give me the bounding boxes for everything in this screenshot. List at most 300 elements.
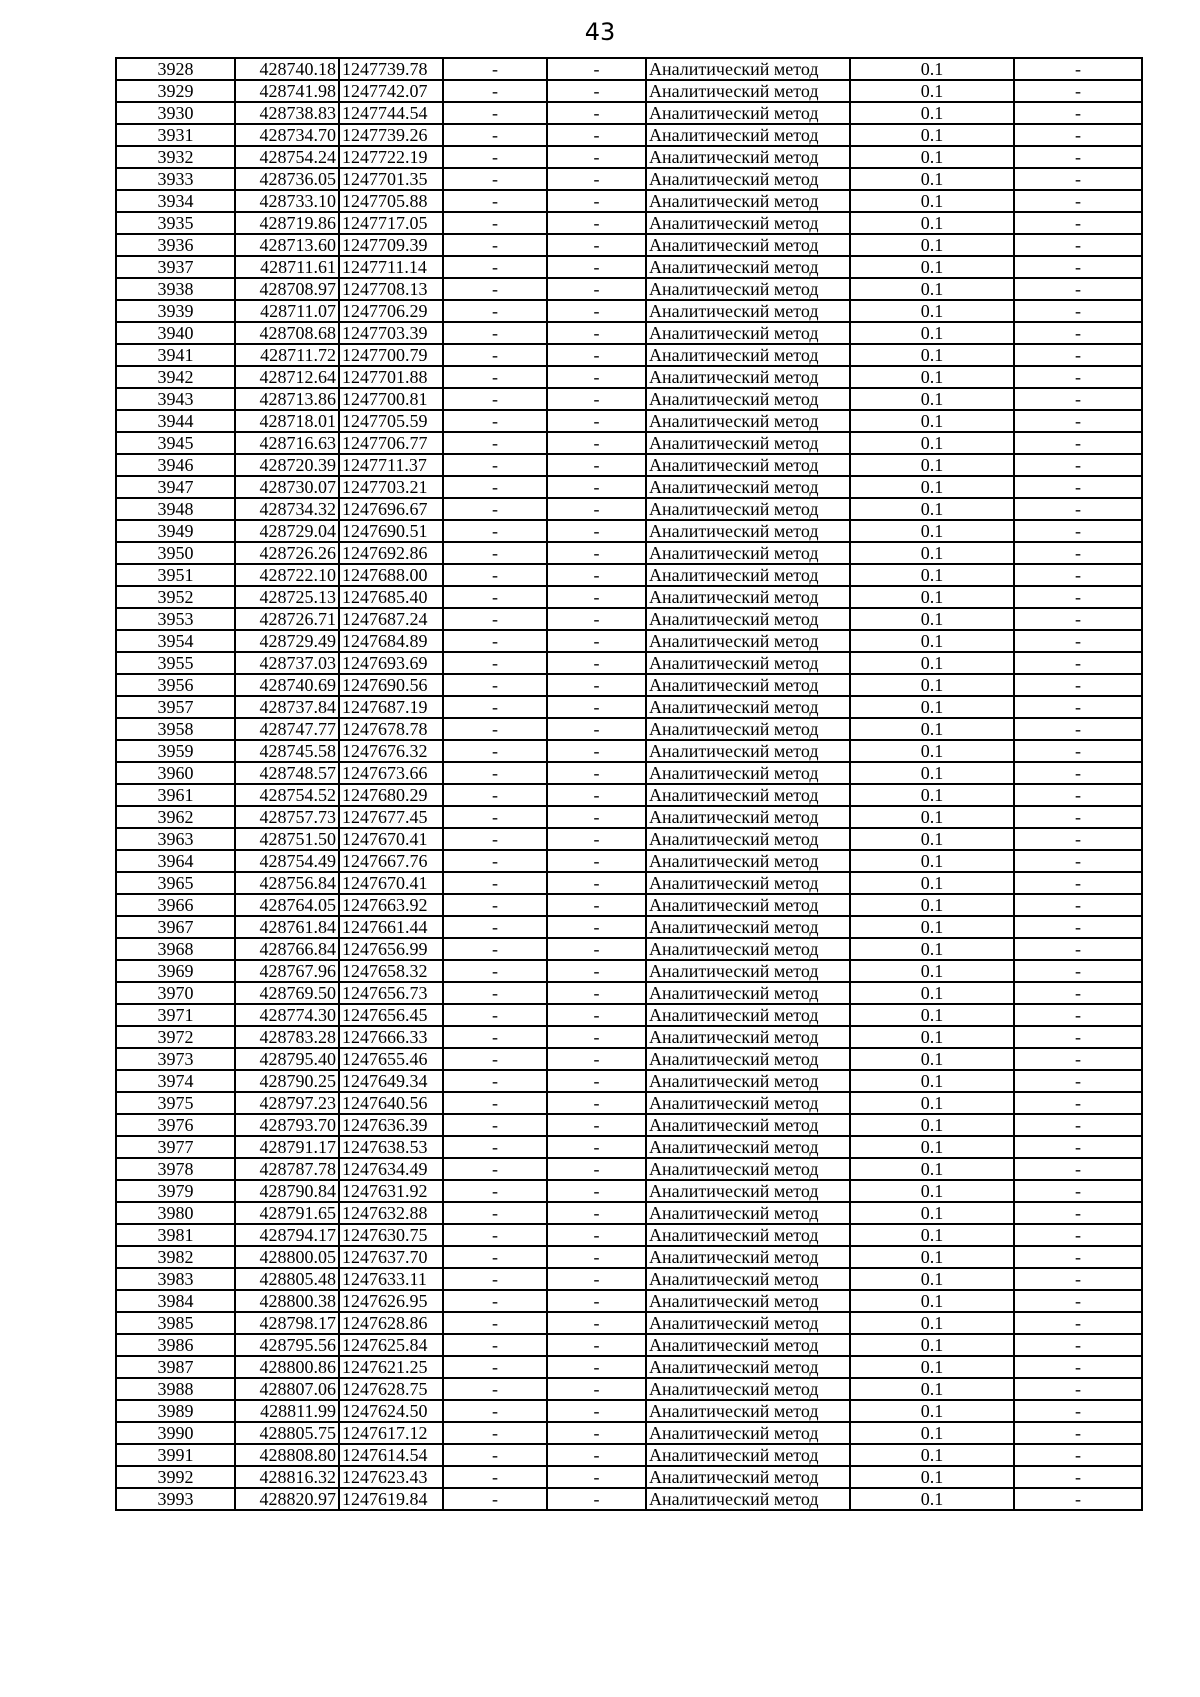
- y-coordinate-cell: 1247631.92: [339, 1180, 443, 1202]
- x-coordinate-cell: 428712.64: [235, 366, 339, 388]
- empty-value-cell: -: [1014, 1290, 1142, 1312]
- method-cell: Аналитический метод: [646, 1246, 850, 1268]
- method-cell: Аналитический метод: [646, 1202, 850, 1224]
- accuracy-cell: 0.1: [850, 498, 1014, 520]
- empty-value-cell: -: [1014, 828, 1142, 850]
- empty-value-cell: -: [443, 850, 547, 872]
- y-coordinate-cell: 1247655.46: [339, 1048, 443, 1070]
- y-coordinate-cell: 1247687.19: [339, 696, 443, 718]
- table-row: [116, 982, 1142, 1004]
- point-number-cell: 3952: [116, 586, 235, 608]
- method-cell: Аналитический метод: [646, 894, 850, 916]
- empty-value-cell: -: [1014, 344, 1142, 366]
- x-coordinate-cell: 428756.84: [235, 872, 339, 894]
- empty-value-cell: -: [443, 1224, 547, 1246]
- x-coordinate-cell: 428805.48: [235, 1268, 339, 1290]
- empty-value-cell: -: [547, 982, 646, 1004]
- empty-value-cell: -: [547, 300, 646, 322]
- accuracy-cell: 0.1: [850, 608, 1014, 630]
- empty-value-cell: -: [547, 1004, 646, 1026]
- table-row: [116, 300, 1142, 322]
- empty-value-cell: -: [547, 894, 646, 916]
- empty-value-cell: -: [443, 498, 547, 520]
- y-coordinate-cell: 1247684.89: [339, 630, 443, 652]
- x-coordinate-cell: 428708.68: [235, 322, 339, 344]
- method-cell: Аналитический метод: [646, 124, 850, 146]
- empty-value-cell: -: [547, 146, 646, 168]
- point-number-cell: 3949: [116, 520, 235, 542]
- point-number-cell: 3945: [116, 432, 235, 454]
- empty-value-cell: -: [547, 124, 646, 146]
- accuracy-cell: 0.1: [850, 894, 1014, 916]
- table-row: [116, 1092, 1142, 1114]
- empty-value-cell: -: [443, 784, 547, 806]
- table-row: [116, 1290, 1142, 1312]
- empty-value-cell: -: [1014, 322, 1142, 344]
- method-cell: Аналитический метод: [646, 520, 850, 542]
- point-number-cell: 3984: [116, 1290, 235, 1312]
- empty-value-cell: -: [443, 300, 547, 322]
- empty-value-cell: -: [1014, 916, 1142, 938]
- empty-value-cell: -: [547, 1378, 646, 1400]
- empty-value-cell: -: [443, 740, 547, 762]
- x-coordinate-cell: 428800.38: [235, 1290, 339, 1312]
- point-number-cell: 3937: [116, 256, 235, 278]
- accuracy-cell: 0.1: [850, 168, 1014, 190]
- x-coordinate-cell: 428729.49: [235, 630, 339, 652]
- accuracy-cell: 0.1: [850, 740, 1014, 762]
- table-row: [116, 1202, 1142, 1224]
- y-coordinate-cell: 1247628.75: [339, 1378, 443, 1400]
- x-coordinate-cell: 428774.30: [235, 1004, 339, 1026]
- empty-value-cell: -: [1014, 806, 1142, 828]
- x-coordinate-cell: 428794.17: [235, 1224, 339, 1246]
- empty-value-cell: -: [547, 696, 646, 718]
- method-cell: Аналитический метод: [646, 388, 850, 410]
- point-number-cell: 3934: [116, 190, 235, 212]
- accuracy-cell: 0.1: [850, 212, 1014, 234]
- point-number-cell: 3935: [116, 212, 235, 234]
- x-coordinate-cell: 428808.80: [235, 1444, 339, 1466]
- empty-value-cell: -: [1014, 1268, 1142, 1290]
- point-number-cell: 3960: [116, 762, 235, 784]
- table-row: [116, 124, 1142, 146]
- empty-value-cell: -: [1014, 234, 1142, 256]
- x-coordinate-cell: 428800.05: [235, 1246, 339, 1268]
- empty-value-cell: -: [547, 1422, 646, 1444]
- empty-value-cell: -: [547, 762, 646, 784]
- accuracy-cell: 0.1: [850, 1136, 1014, 1158]
- y-coordinate-cell: 1247739.78: [339, 58, 443, 80]
- method-cell: Аналитический метод: [646, 1378, 850, 1400]
- empty-value-cell: -: [1014, 498, 1142, 520]
- table-row: [116, 960, 1142, 982]
- x-coordinate-cell: 428795.40: [235, 1048, 339, 1070]
- page-number: 43: [584, 18, 616, 46]
- y-coordinate-cell: 1247696.67: [339, 498, 443, 520]
- accuracy-cell: 0.1: [850, 344, 1014, 366]
- method-cell: Аналитический метод: [646, 454, 850, 476]
- point-number-cell: 3982: [116, 1246, 235, 1268]
- empty-value-cell: -: [547, 1444, 646, 1466]
- empty-value-cell: -: [443, 806, 547, 828]
- table-row: [116, 586, 1142, 608]
- empty-value-cell: -: [1014, 168, 1142, 190]
- accuracy-cell: 0.1: [850, 542, 1014, 564]
- x-coordinate-cell: 428719.86: [235, 212, 339, 234]
- empty-value-cell: -: [547, 850, 646, 872]
- y-coordinate-cell: 1247711.14: [339, 256, 443, 278]
- x-coordinate-cell: 428730.07: [235, 476, 339, 498]
- empty-value-cell: -: [443, 1444, 547, 1466]
- x-coordinate-cell: 428747.77: [235, 718, 339, 740]
- table-row: [116, 850, 1142, 872]
- table-row: [116, 278, 1142, 300]
- empty-value-cell: -: [547, 916, 646, 938]
- x-coordinate-cell: 428790.25: [235, 1070, 339, 1092]
- table-body: [116, 58, 1142, 1510]
- table-row: [116, 1026, 1142, 1048]
- empty-value-cell: -: [1014, 1202, 1142, 1224]
- y-coordinate-cell: 1247690.56: [339, 674, 443, 696]
- x-coordinate-cell: 428736.05: [235, 168, 339, 190]
- point-number-cell: 3987: [116, 1356, 235, 1378]
- y-coordinate-cell: 1247705.88: [339, 190, 443, 212]
- method-cell: Аналитический метод: [646, 476, 850, 498]
- y-coordinate-cell: 1247744.54: [339, 102, 443, 124]
- table-row: [116, 410, 1142, 432]
- method-cell: Аналитический метод: [646, 1158, 850, 1180]
- empty-value-cell: -: [1014, 1312, 1142, 1334]
- empty-value-cell: -: [443, 1026, 547, 1048]
- accuracy-cell: 0.1: [850, 1180, 1014, 1202]
- empty-value-cell: -: [1014, 58, 1142, 80]
- point-number-cell: 3948: [116, 498, 235, 520]
- empty-value-cell: -: [443, 630, 547, 652]
- point-number-cell: 3981: [116, 1224, 235, 1246]
- table-row: [116, 608, 1142, 630]
- x-coordinate-cell: 428754.49: [235, 850, 339, 872]
- empty-value-cell: -: [1014, 564, 1142, 586]
- accuracy-cell: 0.1: [850, 80, 1014, 102]
- method-cell: Аналитический метод: [646, 1422, 850, 1444]
- empty-value-cell: -: [547, 168, 646, 190]
- method-cell: Аналитический метод: [646, 828, 850, 850]
- y-coordinate-cell: 1247658.32: [339, 960, 443, 982]
- empty-value-cell: -: [443, 168, 547, 190]
- y-coordinate-cell: 1247621.25: [339, 1356, 443, 1378]
- point-number-cell: 3988: [116, 1378, 235, 1400]
- y-coordinate-cell: 1247661.44: [339, 916, 443, 938]
- method-cell: Аналитический метод: [646, 168, 850, 190]
- empty-value-cell: -: [547, 212, 646, 234]
- accuracy-cell: 0.1: [850, 784, 1014, 806]
- empty-value-cell: -: [1014, 102, 1142, 124]
- empty-value-cell: -: [547, 542, 646, 564]
- empty-value-cell: -: [443, 652, 547, 674]
- accuracy-cell: 0.1: [850, 762, 1014, 784]
- point-number-cell: 3953: [116, 608, 235, 630]
- empty-value-cell: -: [547, 498, 646, 520]
- empty-value-cell: -: [443, 432, 547, 454]
- empty-value-cell: -: [443, 1378, 547, 1400]
- point-number-cell: 3956: [116, 674, 235, 696]
- empty-value-cell: -: [443, 1466, 547, 1488]
- empty-value-cell: -: [443, 80, 547, 102]
- x-coordinate-cell: 428767.96: [235, 960, 339, 982]
- accuracy-cell: 0.1: [850, 696, 1014, 718]
- x-coordinate-cell: 428811.99: [235, 1400, 339, 1422]
- accuracy-cell: 0.1: [850, 564, 1014, 586]
- empty-value-cell: -: [1014, 586, 1142, 608]
- empty-value-cell: -: [547, 1356, 646, 1378]
- method-cell: Аналитический метод: [646, 762, 850, 784]
- table-row: [116, 256, 1142, 278]
- table-row: [116, 322, 1142, 344]
- y-coordinate-cell: 1247685.40: [339, 586, 443, 608]
- method-cell: Аналитический метод: [646, 740, 850, 762]
- empty-value-cell: -: [1014, 1378, 1142, 1400]
- empty-value-cell: -: [1014, 520, 1142, 542]
- empty-value-cell: -: [547, 80, 646, 102]
- accuracy-cell: 0.1: [850, 586, 1014, 608]
- empty-value-cell: -: [547, 344, 646, 366]
- method-cell: Аналитический метод: [646, 212, 850, 234]
- table-row: [116, 168, 1142, 190]
- table-row: [116, 102, 1142, 124]
- y-coordinate-cell: 1247739.26: [339, 124, 443, 146]
- x-coordinate-cell: 428740.18: [235, 58, 339, 80]
- x-coordinate-cell: 428722.10: [235, 564, 339, 586]
- empty-value-cell: -: [443, 1114, 547, 1136]
- x-coordinate-cell: 428748.57: [235, 762, 339, 784]
- empty-value-cell: -: [1014, 366, 1142, 388]
- accuracy-cell: 0.1: [850, 1422, 1014, 1444]
- point-number-cell: 3966: [116, 894, 235, 916]
- accuracy-cell: 0.1: [850, 1444, 1014, 1466]
- empty-value-cell: -: [547, 1400, 646, 1422]
- empty-value-cell: -: [443, 366, 547, 388]
- y-coordinate-cell: 1247624.50: [339, 1400, 443, 1422]
- empty-value-cell: -: [1014, 1004, 1142, 1026]
- method-cell: Аналитический метод: [646, 1400, 850, 1422]
- y-coordinate-cell: 1247680.29: [339, 784, 443, 806]
- point-number-cell: 3977: [116, 1136, 235, 1158]
- point-number-cell: 3962: [116, 806, 235, 828]
- empty-value-cell: -: [443, 916, 547, 938]
- accuracy-cell: 0.1: [850, 1290, 1014, 1312]
- accuracy-cell: 0.1: [850, 1026, 1014, 1048]
- accuracy-cell: 0.1: [850, 388, 1014, 410]
- empty-value-cell: -: [443, 1400, 547, 1422]
- empty-value-cell: -: [547, 1466, 646, 1488]
- empty-value-cell: -: [547, 1092, 646, 1114]
- accuracy-cell: 0.1: [850, 1312, 1014, 1334]
- x-coordinate-cell: 428737.84: [235, 696, 339, 718]
- empty-value-cell: -: [443, 718, 547, 740]
- y-coordinate-cell: 1247656.45: [339, 1004, 443, 1026]
- x-coordinate-cell: 428766.84: [235, 938, 339, 960]
- method-cell: Аналитический метод: [646, 300, 850, 322]
- empty-value-cell: -: [443, 1246, 547, 1268]
- method-cell: Аналитический метод: [646, 674, 850, 696]
- table-row: [116, 366, 1142, 388]
- y-coordinate-cell: 1247673.66: [339, 762, 443, 784]
- accuracy-cell: 0.1: [850, 1202, 1014, 1224]
- table-row: [116, 1400, 1142, 1422]
- empty-value-cell: -: [547, 718, 646, 740]
- empty-value-cell: -: [443, 1004, 547, 1026]
- table-row: [116, 1444, 1142, 1466]
- empty-value-cell: -: [1014, 124, 1142, 146]
- accuracy-cell: 0.1: [850, 652, 1014, 674]
- point-number-cell: 3985: [116, 1312, 235, 1334]
- method-cell: Аналитический метод: [646, 1004, 850, 1026]
- empty-value-cell: -: [1014, 1136, 1142, 1158]
- empty-value-cell: -: [547, 784, 646, 806]
- method-cell: Аналитический метод: [646, 1334, 850, 1356]
- empty-value-cell: -: [1014, 476, 1142, 498]
- empty-value-cell: -: [443, 542, 547, 564]
- empty-value-cell: -: [547, 1224, 646, 1246]
- empty-value-cell: -: [547, 1488, 646, 1510]
- empty-value-cell: -: [1014, 652, 1142, 674]
- empty-value-cell: -: [443, 344, 547, 366]
- empty-value-cell: -: [1014, 256, 1142, 278]
- empty-value-cell: -: [1014, 630, 1142, 652]
- point-number-cell: 3963: [116, 828, 235, 850]
- empty-value-cell: -: [443, 1334, 547, 1356]
- coordinates-table: [115, 57, 1143, 1511]
- empty-value-cell: -: [443, 1158, 547, 1180]
- empty-value-cell: -: [1014, 1444, 1142, 1466]
- point-number-cell: 3989: [116, 1400, 235, 1422]
- x-coordinate-cell: 428708.97: [235, 278, 339, 300]
- table-row: [116, 938, 1142, 960]
- point-number-cell: 3929: [116, 80, 235, 102]
- x-coordinate-cell: 428790.84: [235, 1180, 339, 1202]
- empty-value-cell: -: [1014, 1488, 1142, 1510]
- accuracy-cell: 0.1: [850, 982, 1014, 1004]
- y-coordinate-cell: 1247623.43: [339, 1466, 443, 1488]
- point-number-cell: 3958: [116, 718, 235, 740]
- method-cell: Аналитический метод: [646, 1048, 850, 1070]
- table-row: [116, 80, 1142, 102]
- empty-value-cell: -: [547, 1334, 646, 1356]
- method-cell: Аналитический метод: [646, 1444, 850, 1466]
- accuracy-cell: 0.1: [850, 476, 1014, 498]
- x-coordinate-cell: 428751.50: [235, 828, 339, 850]
- x-coordinate-cell: 428800.86: [235, 1356, 339, 1378]
- empty-value-cell: -: [443, 1268, 547, 1290]
- y-coordinate-cell: 1247625.84: [339, 1334, 443, 1356]
- table-row: [116, 1268, 1142, 1290]
- x-coordinate-cell: 428738.83: [235, 102, 339, 124]
- empty-value-cell: -: [443, 1290, 547, 1312]
- accuracy-cell: 0.1: [850, 520, 1014, 542]
- point-number-cell: 3950: [116, 542, 235, 564]
- empty-value-cell: -: [1014, 454, 1142, 476]
- empty-value-cell: -: [443, 124, 547, 146]
- x-coordinate-cell: 428787.78: [235, 1158, 339, 1180]
- empty-value-cell: -: [547, 1312, 646, 1334]
- empty-value-cell: -: [443, 1312, 547, 1334]
- y-coordinate-cell: 1247634.49: [339, 1158, 443, 1180]
- empty-value-cell: -: [443, 696, 547, 718]
- table-row: [116, 1180, 1142, 1202]
- method-cell: Аналитический метод: [646, 234, 850, 256]
- x-coordinate-cell: 428713.60: [235, 234, 339, 256]
- empty-value-cell: -: [547, 1158, 646, 1180]
- point-number-cell: 3957: [116, 696, 235, 718]
- point-number-cell: 3955: [116, 652, 235, 674]
- table-row: [116, 564, 1142, 586]
- accuracy-cell: 0.1: [850, 1466, 1014, 1488]
- empty-value-cell: -: [443, 960, 547, 982]
- point-number-cell: 3954: [116, 630, 235, 652]
- accuracy-cell: 0.1: [850, 190, 1014, 212]
- x-coordinate-cell: 428793.70: [235, 1114, 339, 1136]
- accuracy-cell: 0.1: [850, 718, 1014, 740]
- y-coordinate-cell: 1247640.56: [339, 1092, 443, 1114]
- y-coordinate-cell: 1247706.29: [339, 300, 443, 322]
- point-number-cell: 3928: [116, 58, 235, 80]
- x-coordinate-cell: 428807.06: [235, 1378, 339, 1400]
- point-number-cell: 3967: [116, 916, 235, 938]
- point-number-cell: 3944: [116, 410, 235, 432]
- empty-value-cell: -: [547, 1026, 646, 1048]
- accuracy-cell: 0.1: [850, 454, 1014, 476]
- y-coordinate-cell: 1247706.77: [339, 432, 443, 454]
- empty-value-cell: -: [1014, 696, 1142, 718]
- empty-value-cell: -: [1014, 1246, 1142, 1268]
- empty-value-cell: -: [547, 234, 646, 256]
- empty-value-cell: -: [1014, 410, 1142, 432]
- method-cell: Аналитический метод: [646, 586, 850, 608]
- accuracy-cell: 0.1: [850, 1356, 1014, 1378]
- table-row: [116, 498, 1142, 520]
- empty-value-cell: -: [443, 410, 547, 432]
- empty-value-cell: -: [443, 872, 547, 894]
- empty-value-cell: -: [1014, 1224, 1142, 1246]
- empty-value-cell: -: [1014, 80, 1142, 102]
- x-coordinate-cell: 428718.01: [235, 410, 339, 432]
- point-number-cell: 3930: [116, 102, 235, 124]
- y-coordinate-cell: 1247717.05: [339, 212, 443, 234]
- empty-value-cell: -: [1014, 1158, 1142, 1180]
- empty-value-cell: -: [547, 938, 646, 960]
- y-coordinate-cell: 1247628.86: [339, 1312, 443, 1334]
- table-row: [116, 388, 1142, 410]
- empty-value-cell: -: [1014, 718, 1142, 740]
- y-coordinate-cell: 1247692.86: [339, 542, 443, 564]
- y-coordinate-cell: 1247619.84: [339, 1488, 443, 1510]
- point-number-cell: 3993: [116, 1488, 235, 1510]
- accuracy-cell: 0.1: [850, 1114, 1014, 1136]
- y-coordinate-cell: 1247656.99: [339, 938, 443, 960]
- empty-value-cell: -: [547, 322, 646, 344]
- empty-value-cell: -: [443, 322, 547, 344]
- empty-value-cell: -: [443, 146, 547, 168]
- y-coordinate-cell: 1247649.34: [339, 1070, 443, 1092]
- point-number-cell: 3959: [116, 740, 235, 762]
- empty-value-cell: -: [547, 828, 646, 850]
- y-coordinate-cell: 1247701.88: [339, 366, 443, 388]
- x-coordinate-cell: 428726.71: [235, 608, 339, 630]
- point-number-cell: 3947: [116, 476, 235, 498]
- empty-value-cell: -: [547, 564, 646, 586]
- accuracy-cell: 0.1: [850, 322, 1014, 344]
